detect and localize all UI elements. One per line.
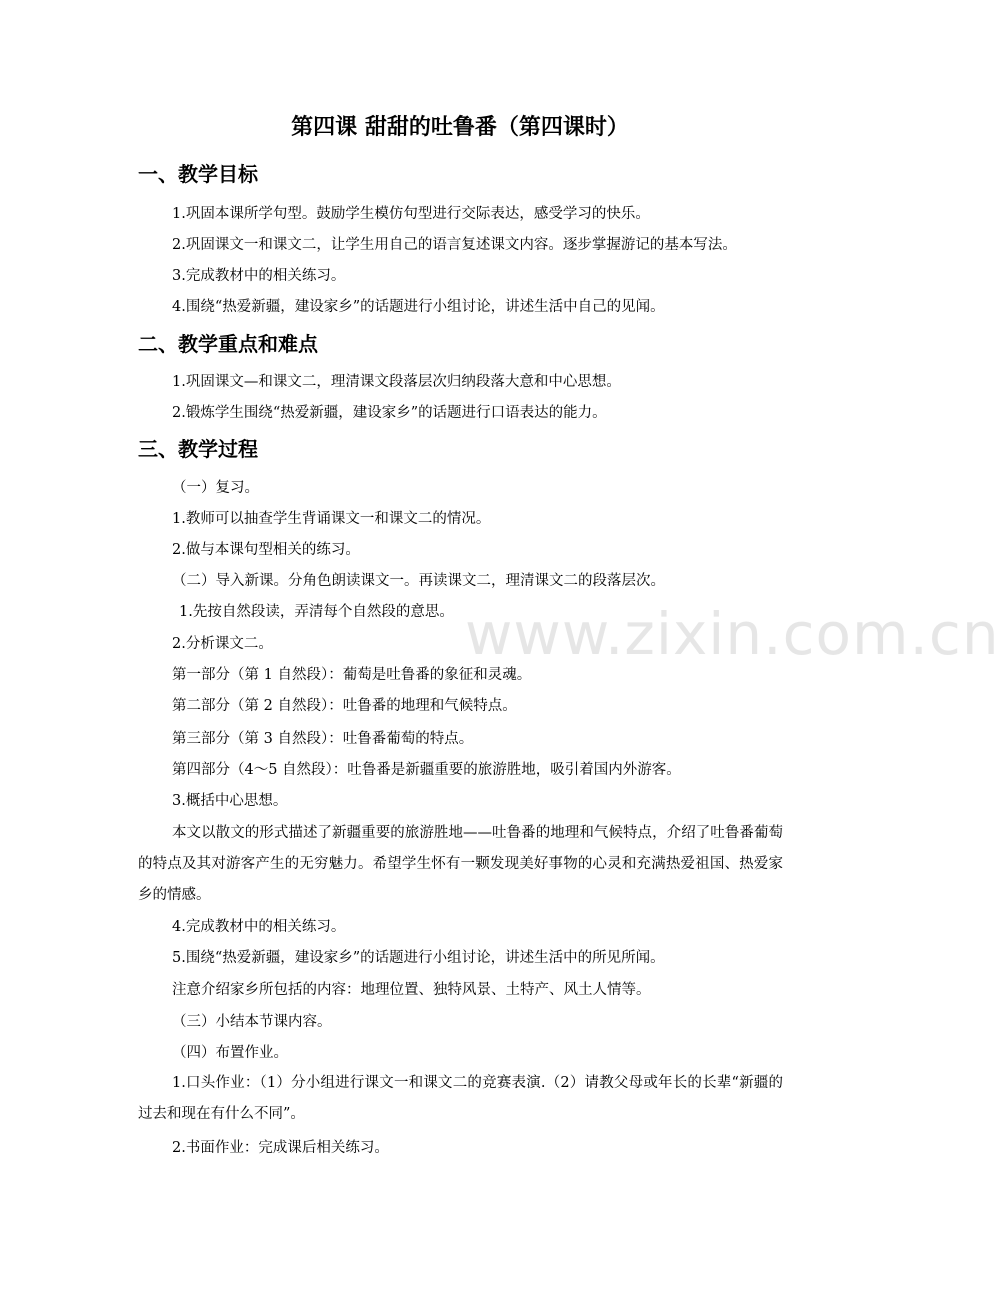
watermark: www.zixin.com.cn	[465, 600, 1000, 668]
step-item: 4.完成教材中的相关练习。	[172, 919, 346, 935]
review-heading: （一）复习。	[172, 480, 259, 496]
section-heading-objectives: 一、教学目标	[138, 162, 258, 186]
note-text: 注意介绍家乡所包括的内容：地理位置、独特风景、土特产、风土人情等。	[172, 982, 651, 998]
homework-item: 1.口头作业：（1）分小组进行课文一和课文二的竞赛表演.（2）请教父母或年长的长辈“新疆的过去和现在有什么不同”。	[138, 1075, 783, 1122]
review-item: 2.做与本课句型相关的练习。	[172, 542, 360, 558]
objective-item: 3.完成教材中的相关练习。	[172, 268, 346, 284]
homework-heading: （四）布置作业。	[172, 1045, 288, 1061]
section-heading-key-points: 二、教学重点和难点	[138, 332, 318, 356]
summary-paragraph: 本文以散文的形式描述了新疆重要的旅游胜地——吐鲁番的地理和气候特点，介绍了吐鲁番葡萄的特点及其对游客产生的无穷魅力。希望学生怀有一颗发现美好事物的心灵和充满热爱祖国、热爱家乡的情感。	[138, 825, 783, 903]
new-lesson-heading: （二）导入新课。分角色朗读课文一。再读课文二，理清课文二的段落层次。	[172, 573, 665, 589]
objective-item: 4.围绕“热爱新疆，建设家乡”的话题进行小组讨论，讲述生活中自己的见闻。	[172, 299, 665, 315]
objective-item: 2.巩固课文一和课文二，让学生用自己的语言复述课文内容。逐步掌握游记的基本写法。	[172, 237, 737, 253]
page-title: 第四课 甜甜的吐鲁番（第四课时）	[291, 115, 629, 140]
objective-item: 1.巩固本课所学句型。鼓励学生模仿句型进行交际表达，感受学习的快乐。	[172, 206, 650, 222]
step-item: 2.分析课文二。	[172, 636, 273, 652]
homework-item: 2.书面作业：完成课后相关练习。	[172, 1140, 389, 1156]
part-item: 第二部分（第 2 自然段）：吐鲁番的地理和气候特点。	[172, 698, 517, 714]
wrap-up-heading: （三）小结本节课内容。	[172, 1014, 332, 1030]
part-item: 第三部分（第 3 自然段）：吐鲁番葡萄的特点。	[172, 731, 474, 747]
review-item: 1.教师可以抽查学生背诵课文一和课文二的情况。	[172, 511, 491, 527]
step-item: 3.概括中心思想。	[172, 793, 288, 809]
section-heading-process: 三、教学过程	[138, 437, 258, 461]
part-item: 第一部分（第 1 自然段）：葡萄是吐鲁番的象征和灵魂。	[172, 667, 532, 683]
step-item: 1.先按自然段读，弄清每个自然段的意思。	[179, 604, 454, 620]
key-point-item: 2.锻炼学生围绕“热爱新疆，建设家乡”的话题进行口语表达的能力。	[172, 405, 607, 421]
part-item: 第四部分（4～5 自然段）：吐鲁番是新疆重要的旅游胜地，吸引着国内外游客。	[172, 762, 681, 778]
key-point-item: 1.巩固课文—和课文二，理清课文段落层次归纳段落大意和中心思想。	[172, 374, 621, 390]
step-item: 5.围绕“热爱新疆，建设家乡”的话题进行小组讨论，讲述生活中的所见所闻。	[172, 950, 665, 966]
